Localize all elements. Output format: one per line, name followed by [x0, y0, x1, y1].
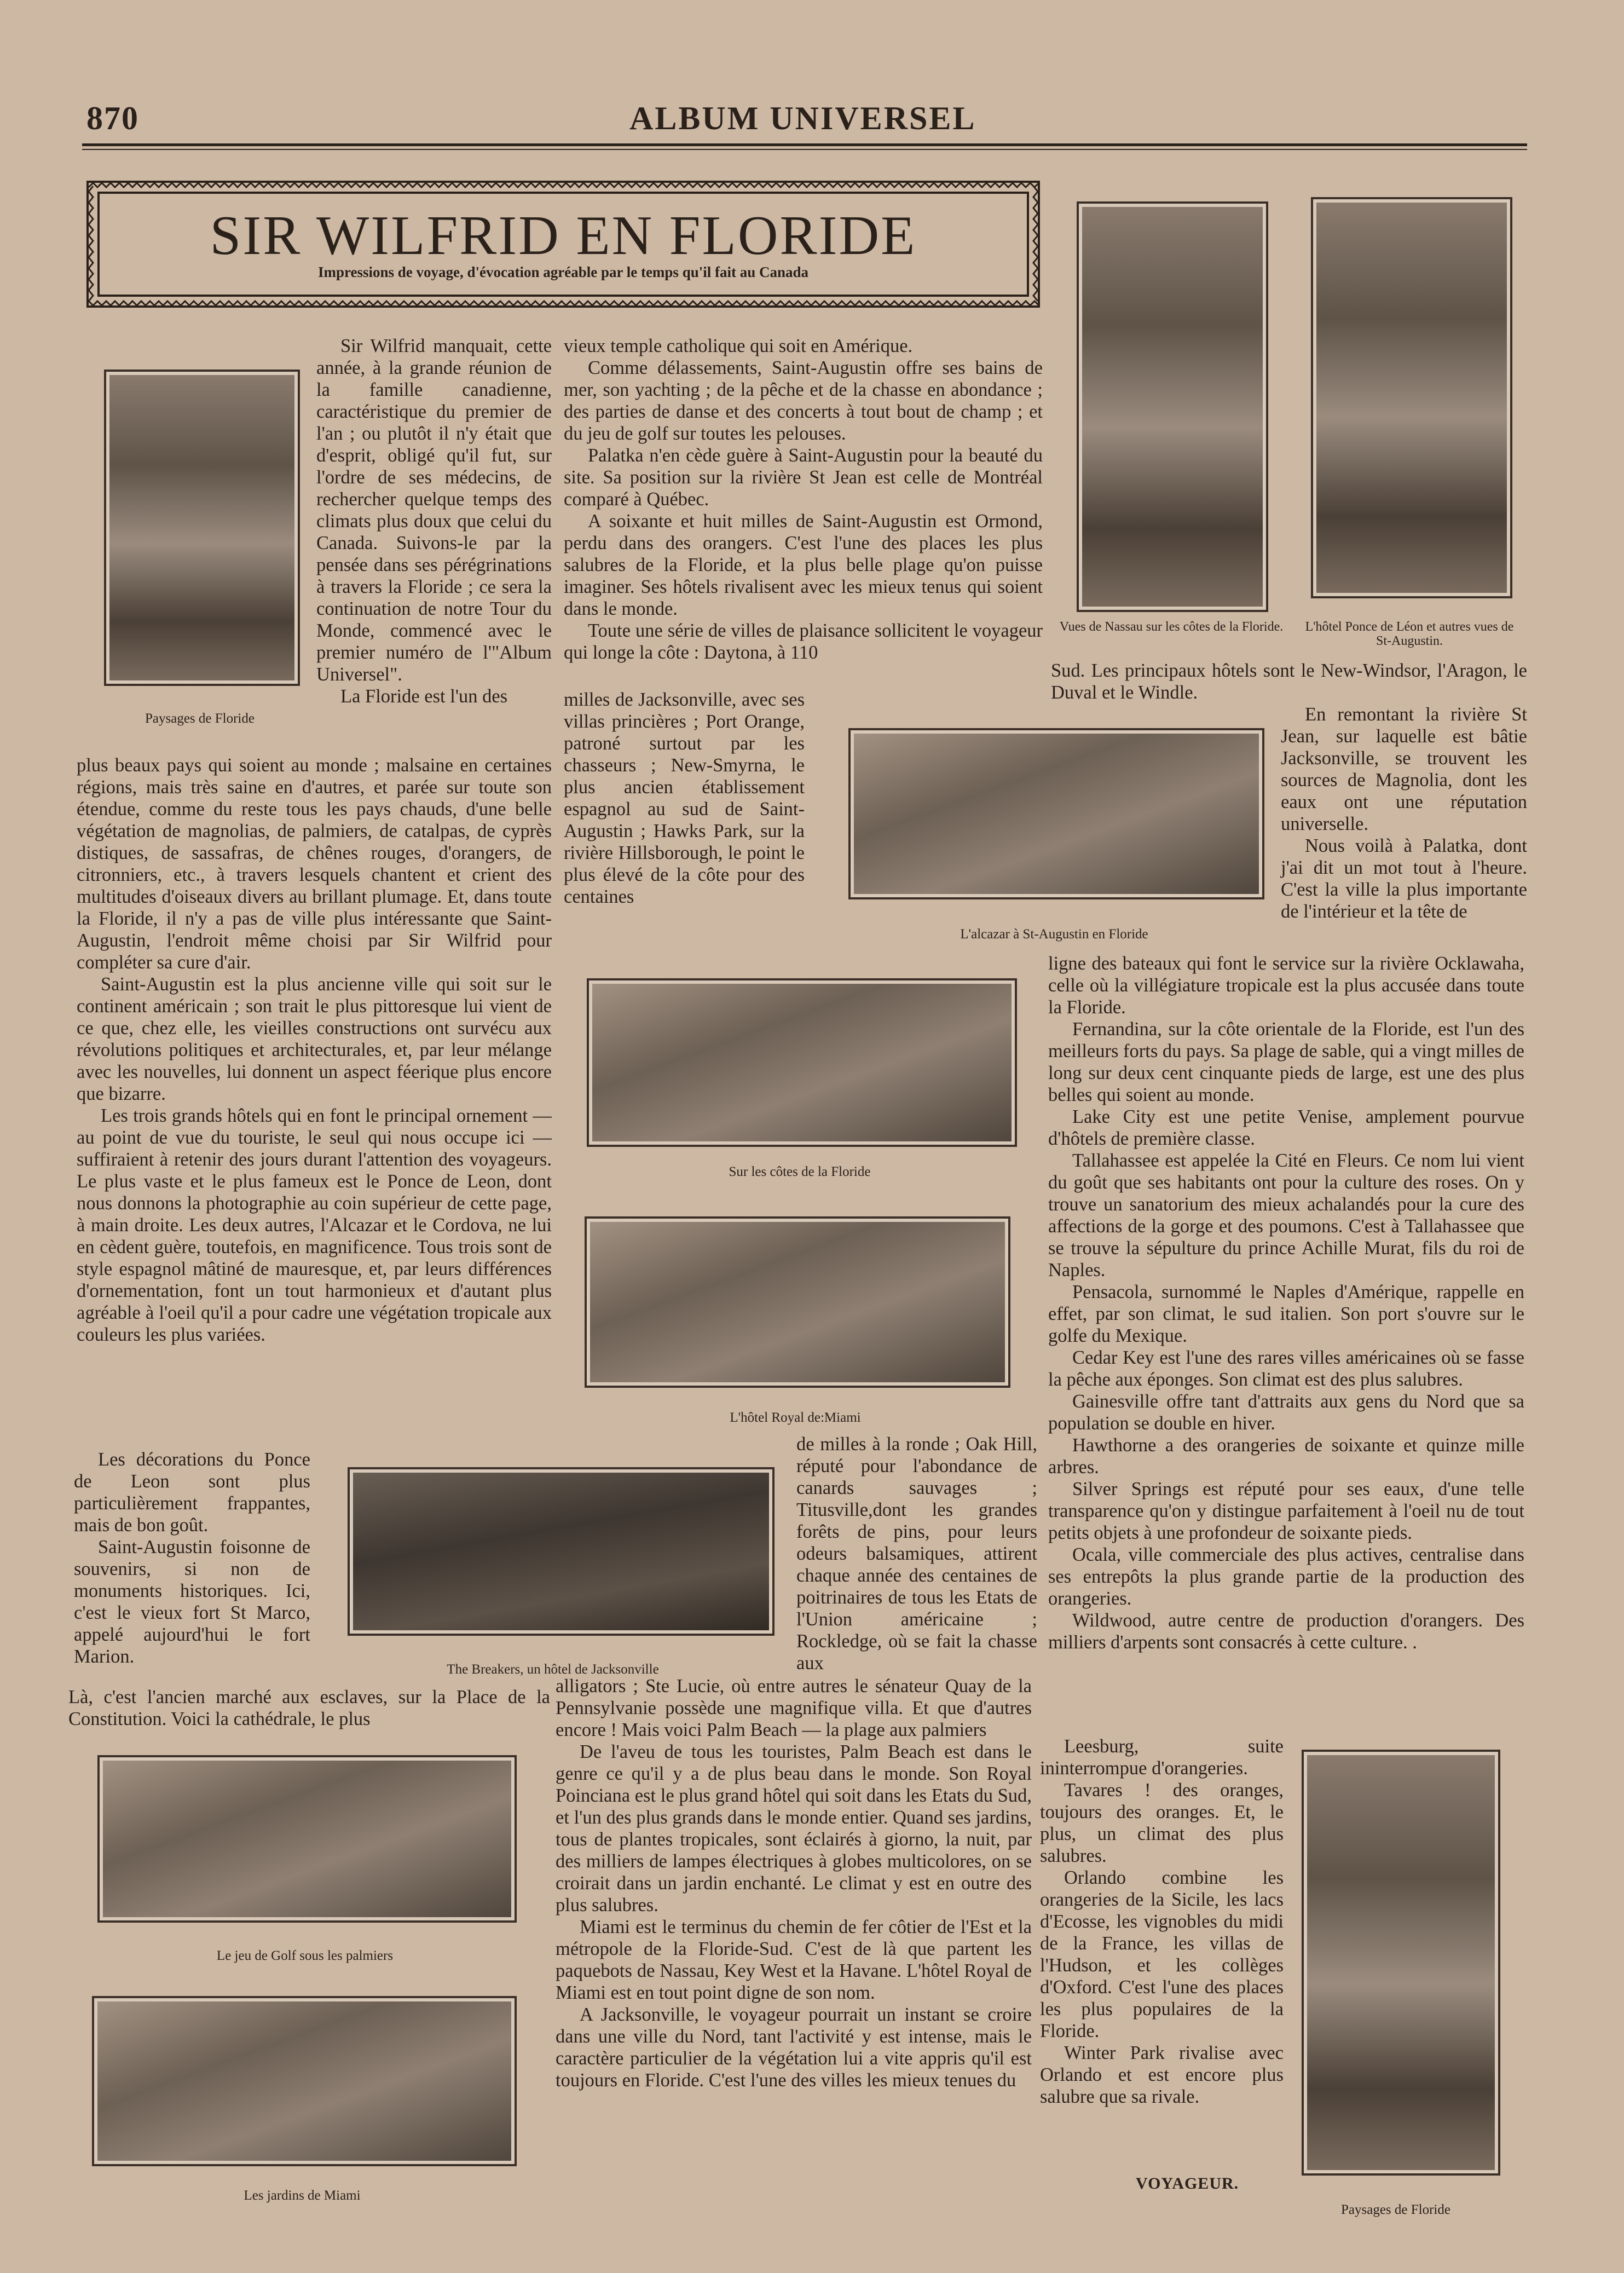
paragraph: Palatka n'en cède guère à Saint-Augustin pour la beauté du site. Sa position sur la rivière St Jean est celle de Montréal comparé à Québec. — [564, 445, 1043, 510]
paragraph: Orlando combine les orangeries de la Sicile, les lacs d'Ecosse, les vignobles du midi de la France, les villas de l'Hudson, et les collèges d'Oxford. C'est l'une des places les plus populaires de la Floride. — [1040, 1867, 1284, 2041]
paragraph: Nous voilà à Palatka, dont j'ai dit un mot tout à l'heure. C'est la ville la plus importante de l'intérieur et la tête de — [1281, 835, 1527, 922]
paragraph: Winter Park rivalise avec Orlando et est encore plus salubre que sa rivale. — [1040, 2043, 1284, 2107]
photo-breakers — [348, 1467, 775, 1636]
col2-bottom — [556, 1675, 1032, 2091]
paragraph: Les décorations du Ponce de Leon sont plus particulièrement frappantes, mais de bon goût. — [74, 1449, 310, 1536]
span-bottom — [68, 1686, 550, 1730]
paragraph: Gainesville offre tant d'attraits aux gens du Nord que sa population se double en hiver. — [1048, 1391, 1524, 1434]
paragraph: En remontant la rivière St Jean, sur laquelle est bâtie Jacksonville, se trouvent les sources de Magnolia, dont les eaux ont une réputation universelle. — [1281, 704, 1527, 834]
photo-ponce-de-leon — [1311, 197, 1512, 598]
paragraph: Sir Wilfrid manquait, cette année, à la grande réunion de la famille canadienne, caractéristique du premier de l'an ; ou plutôt il n'y était que d'esprit, obligé qu'il fut, sur l'ordre de ses médecins, de rechercher quelque temps des climats plus doux que celui du Canada. Suivons-le par la pensée dans ses pérégrinations à travers la Floride ; ce sera la continuation de notre Tour du Monde, commencé avec le premier numéro de l'"Album Universel". — [316, 336, 552, 685]
photo-cotes-floride — [587, 978, 1017, 1147]
publication-title: ALBUM UNIVERSEL — [629, 100, 976, 136]
photo-paysages-right — [1302, 1750, 1500, 2176]
paragraph: ligne des bateaux qui font le service sur la rivière Ocklawaha, celle où la villégiature tropicale est la plus accusée dans toute la Floride. — [1048, 953, 1524, 1018]
col3-top — [1051, 660, 1527, 703]
article-title: SIR WILFRID EN FLORIDE — [210, 205, 917, 267]
paragraph: Tavares ! des oranges, toujours des oranges. Et, le plus, un climat des plus salubres. — [1040, 1780, 1284, 1866]
paragraph: Les trois grands hôtels qui en font le principal ornement — au point de vue du touriste, le seul qui nous occupe ici — suffiraient à retenir des jours durant l'attention des voyageurs. Le plus vaste et le plus fameux est le Ponce de Leon, dont nous donnons la photographie au coin supérieur de cette page, à main droite. Les deux autres, l'Alcazar et le Cordova, ne lui en cèdent guère, toutefois, en magnificence. Tous trois sont de style espagnol mâtiné de mauresque, et, par leurs différences d'ornementation, font un tout harmonieux et d'autant plus agréable à l'oeil qu'il a pour cadre une végétation tropicale aux couleurs les plus variées. — [77, 1105, 552, 1345]
paragraph: Miami est le terminus du chemin de fer côtier de l'Est et la métropole de la Floride-Sud. C'est de là que partent les paquebots de Nassau, Key West et la Havane. L'hôtel Royal de Miami est en tout point digne de son nom. — [556, 1917, 1032, 2003]
paragraph: Comme délassements, Saint-Augustin offre ses bains de mer, son yachting ; de la pêche et de la chasse en abondance ; des parties de danse et des concerts à tout bout de champ ; et du jeu de golf sur toutes les pelouses. — [564, 357, 1043, 444]
paragraph: A Jacksonville, le voyageur pourrait un instant se croire dans une ville du Nord, tant l'activité y est intense, mais le caractère particulier de la végétation lui a vite appris qu'il est toujours en Floride. C'est l'une des villes les mieux tenues du — [556, 2004, 1032, 2091]
paragraph: Cedar Key est l'une des rares villes américaines où se fasse la pêche aux éponges. Son climat est des plus salubres. — [1048, 1347, 1524, 1390]
paragraph: plus beaux pays qui soient au monde ; malsaine en certaines régions, mais très saine en d'autres, et parée sur toute son étendue, comme du reste tous les pays chauds, d'une belle végétation de magnolias, de palmiers, de catalpas, de cyprès distiques, de sassafras, de chênes rouges, d'orangers, de citronniers, etc., à travers lesquels chantent et crient des multitudes d'oiseaux divers au brillant plumage. Et, dans toute la Floride, il n'y a pas de ville plus intéressante que Saint-Augustin, l'endroit même choisi par Sir Wilfrid pour compléter sa cure d'air. — [77, 755, 552, 973]
caption-jardins-miami: Les jardins de Miami — [244, 2188, 361, 2203]
paragraph: Hawthorne a des orangeries de soixante et quinze mille arbres. — [1048, 1435, 1524, 1478]
paragraph: alligators ; Ste Lucie, où entre autres le sénateur Quay de la Pennsylvanie possède une magnifique villa. Et que d'autres encore ! Mais voici Palm Beach — la plage aux palmiers — [556, 1676, 1032, 1740]
article-subtitle: Impressions de voyage, d'évocation agréable par le temps qu'il fait au Canada — [317, 264, 809, 280]
paragraph: Sud. Les principaux hôtels sont le New-Windsor, l'Aragon, le Duval et le Windle. — [1051, 660, 1527, 703]
col2-top — [564, 335, 1043, 664]
col3-narrow — [1281, 703, 1527, 922]
photo-alcazar — [848, 728, 1264, 899]
photo-paysages-left — [104, 370, 300, 686]
paragraph: Fernandina, sur la côte orientale de la Floride, est l'un des meilleurs forts du pays. Sa plage de sable, qui a vingt milles de long sur deux cent cinquante pieds de large, est une des plus belles qui soient au monde. — [1048, 1019, 1524, 1105]
paragraph: Leesburg, suite ininterrompue d'orangeries. — [1040, 1736, 1284, 1779]
caption-royal-miami: L'hôtel Royal de:Miami — [730, 1410, 861, 1425]
caption-cotes-floride: Sur les côtes de la Floride — [729, 1164, 871, 1179]
header-rule-thin — [82, 149, 1527, 150]
col2-mid — [796, 1433, 1037, 1674]
col1-narrow-top — [316, 335, 552, 707]
col1-narrow-bottom — [74, 1449, 310, 1668]
paragraph: La Floride est l'un des — [340, 686, 508, 707]
header-rule — [82, 143, 1527, 146]
paragraph: De l'aveu de tous les touristes, Palm Beach est dans le genre ce qu'il y a de plus beau dans le monde. Son Royal Poinciana est le plus grand hôtel qui soit dans les Etats du Sud, et l'un des plus grands dans le monde entier. Quand ses jardins, tous de plantes tropicales, sont éclairés à giorno, la nuit, par des milliers de lampes électriques à globes multicolores, on se croirait dans un jardin enchanté. Le climat y est en outre des plus salubres. — [556, 1741, 1032, 1916]
paragraph: Là, c'est l'ancien marché aux esclaves, sur la Place de la Constitution. Voici la cathédrale, le plus — [68, 1687, 550, 1729]
paragraph: vieux temple catholique qui soit en Amérique. — [564, 336, 913, 356]
paragraph: Saint-Augustin foisonne de souvenirs, si non de monuments historiques. Ici, c'est le vieux fort St Marco, appelé aujourd'hui le fort Marion. — [74, 1537, 310, 1667]
article-signature: VOYAGEUR. — [1136, 2174, 1239, 2193]
paragraph: Toute une série de villes de plaisance sollicitent le voyageur qui longe la côte : Daytona, à 110 — [564, 620, 1043, 663]
paragraph: Lake City est une petite Venise, amplement pourvue d'hôtels de première classe. — [1048, 1106, 1524, 1149]
caption-paysages-left: Paysages de Floride — [145, 711, 255, 726]
paragraph: A soixante et huit milles de Saint-Augustin est Ormond, perdu dans des orangers. C'est l'une des places les plus salubres de la Floride, et la plus belle plage qu'on puisse imaginer. Ses hôtels rivalisent avec les mieux tenus qui soient dans le monde. — [564, 511, 1043, 619]
paragraph: milles de Jacksonville, avec ses villas princières ; Port Orange, patroné surtout par les chasseurs ; New-Smyrna, le plus ancien établissement espagnol au sud de Saint-Augustin ; Hawks Park, sur la rivière Hillsborough, le point le plus élevé de la côte pour des centaines — [564, 689, 805, 907]
photo-royal-miami — [585, 1216, 1010, 1388]
page-number: 870 — [86, 100, 139, 136]
paragraph: Tallahassee est appelée la Cité en Fleurs. Ce nom lui vient du goût que ses habitants ont pour la culture des roses. On y trouve un sanatorium des mieux achalandés pour la cure des affections de la gorge et des poumons. C'est à Tallahassee que se trouve la sépulture du prince Achille Murat, fils du roi de Naples. — [1048, 1150, 1524, 1280]
caption-golf: Le jeu de Golf sous les palmiers — [216, 1948, 394, 1963]
paragraph: Ocala, ville commerciale des plus actives, centralise dans ses entrepôts la plus grande partie de la production des orangeries. — [1048, 1544, 1524, 1609]
paragraph: Silver Springs est réputé pour ses eaux, d'une telle transparence qu'on y distingue parfaitement à l'oeil nu de tout petits objets à une profondeur de soixante pieds. — [1048, 1479, 1524, 1543]
caption-paysages-right: Paysages de Floride — [1341, 2202, 1450, 2217]
paragraph: Saint-Augustin est la plus ancienne ville qui soit sur le continent américain ; son trait le plus pittoresque lui vient de ce que, chez elle, les vieilles constructions ont survécu aux révolutions politiques et architecturales, et, par leur mélange avec les nouvelles, lui donnent un aspect féerique plus encore que bizarre. — [77, 974, 552, 1104]
paragraph: de milles à la ronde ; Oak Hill, réputé pour l'abondance de canards sauvages ; Titusville,dont les grandes forêts de pins, pour leurs odeurs balsamiques, attirent chaque année des centaines de poitrinaires de tous les Etats de l'Union américaine ; Rockledge, où se fait la chasse aux — [796, 1434, 1037, 1674]
caption-nassau: Vues de Nassau sur les côtes de la Floride. — [1059, 620, 1284, 634]
caption-alcazar: L'alcazar à St-Augustin en Floride — [960, 927, 1148, 942]
article-title-box — [86, 181, 1040, 308]
photo-jardins-miami — [92, 1996, 517, 2166]
col2-narrow — [564, 689, 805, 908]
col1-wide — [77, 754, 552, 1346]
paragraph: Wildwood, autre centre de production d'orangers. Des milliers d'arpents sont consacrés à cette culture. . — [1048, 1610, 1524, 1653]
caption-breakers: The Breakers, un hôtel de Jacksonville — [447, 1662, 659, 1677]
paragraph: Pensacola, surnommé le Naples d'Amérique, rappelle en effet, par son climat, le sud italien. Son port s'ouvre sur le golfe du Mexique. — [1048, 1282, 1524, 1346]
col3-wide — [1048, 953, 1524, 1653]
photo-nassau — [1077, 201, 1268, 612]
col3-bottom — [1040, 1735, 1284, 2108]
caption-ponce-de-leon: L'hôtel Ponce de Léon et autres vues de St-Augustin. — [1305, 620, 1514, 648]
photo-golf — [97, 1755, 517, 1923]
